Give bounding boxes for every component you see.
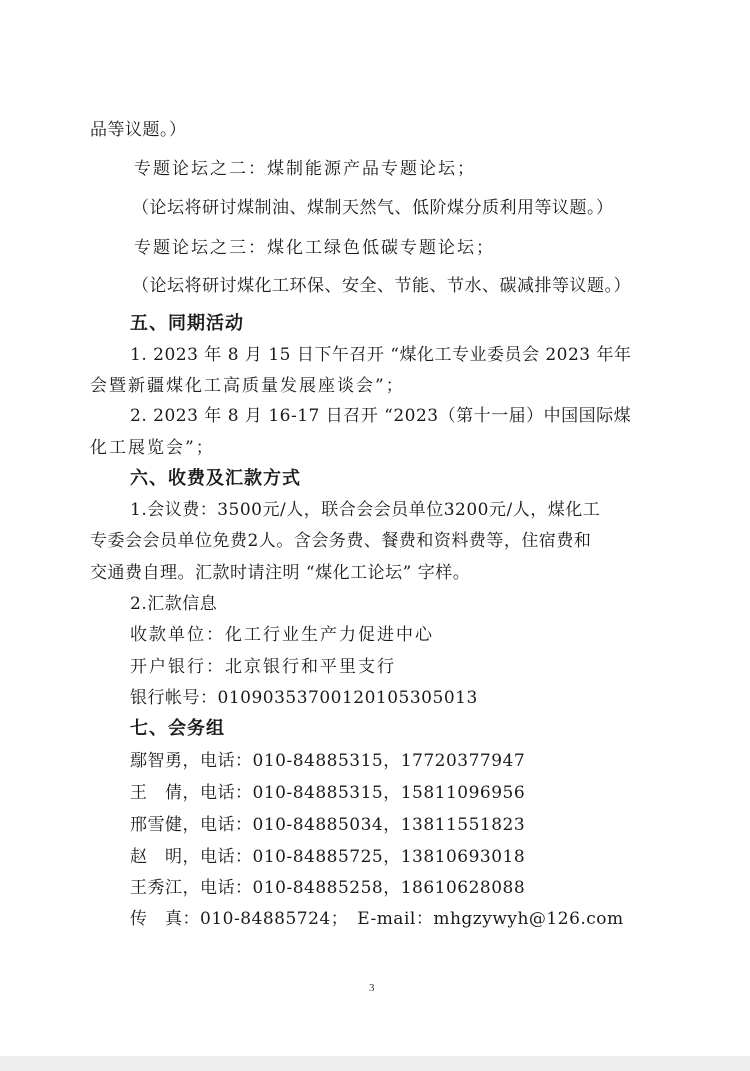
contact-line: 王 倩，电话：010-84885315，15811096956	[130, 783, 526, 803]
contact-line: 邢雪健，电话：010-84885034，13811551823	[130, 815, 526, 835]
contact-line: 王秀江，电话：010-84885258，18610628088	[130, 878, 526, 898]
activity-item-2-cont: 化工展览会”；	[90, 438, 215, 458]
section-heading-6: 六、收费及汇款方式	[130, 468, 301, 489]
fax-email-line: 传 真：010-84885724； E-mail：mhgzywyh@126.com	[130, 909, 624, 929]
forum-note-3: （论坛将研讨煤化工环保、安全、节能、节水、碳减排等议题。）	[132, 276, 631, 296]
fee-line-3: 交通费自理。汇款时请注明 “煤化工论坛” 字样。	[90, 563, 471, 583]
forum-title-3: 专题论坛之三：煤化工绿色低碳专题论坛；	[134, 238, 495, 258]
payee-line: 收款单位：化工行业生产力促进中心	[130, 625, 434, 645]
fee-line-2: 专委会会员单位免费2人。含会务费、餐费和资料费等，住宿费和	[90, 531, 592, 551]
section-heading-5: 五、同期活动	[130, 313, 244, 334]
page-number: 3	[369, 982, 375, 994]
viewer-bottom-edge	[0, 1056, 750, 1071]
activity-item-1: 1. 2023 年 8 月 15 日下午召开 “煤化工专业委员会 2023 年年	[130, 345, 632, 365]
bank-line: 开户银行：北京银行和平里支行	[130, 657, 396, 677]
forum-title-2: 专题论坛之二：煤制能源产品专题论坛；	[134, 159, 476, 179]
account-line: 银行帐号：01090353700120105305013	[130, 688, 478, 708]
forum-note-2: （论坛将研讨煤制油、煤制天然气、低阶煤分质利用等议题。）	[132, 198, 614, 218]
contact-line: 鄢智勇，电话：010-84885315，17720377947	[130, 751, 526, 771]
activity-item-1-cont: 会暨新疆煤化工高质量发展座谈会”；	[90, 376, 405, 396]
fee-line-1: 1.会议费：3500元/人，联合会会员单位3200元/人，煤化工	[130, 500, 601, 520]
contact-line: 赵 明，电话：010-84885725，13810693018	[130, 847, 526, 867]
remit-heading: 2.汇款信息	[130, 594, 218, 614]
activity-item-2: 2. 2023 年 8 月 16-17 日召开 “2023（第十一届）中国国际煤	[130, 406, 632, 426]
paragraph-line: 品等议题。）	[90, 120, 187, 140]
section-heading-7: 七、会务组	[130, 718, 225, 739]
